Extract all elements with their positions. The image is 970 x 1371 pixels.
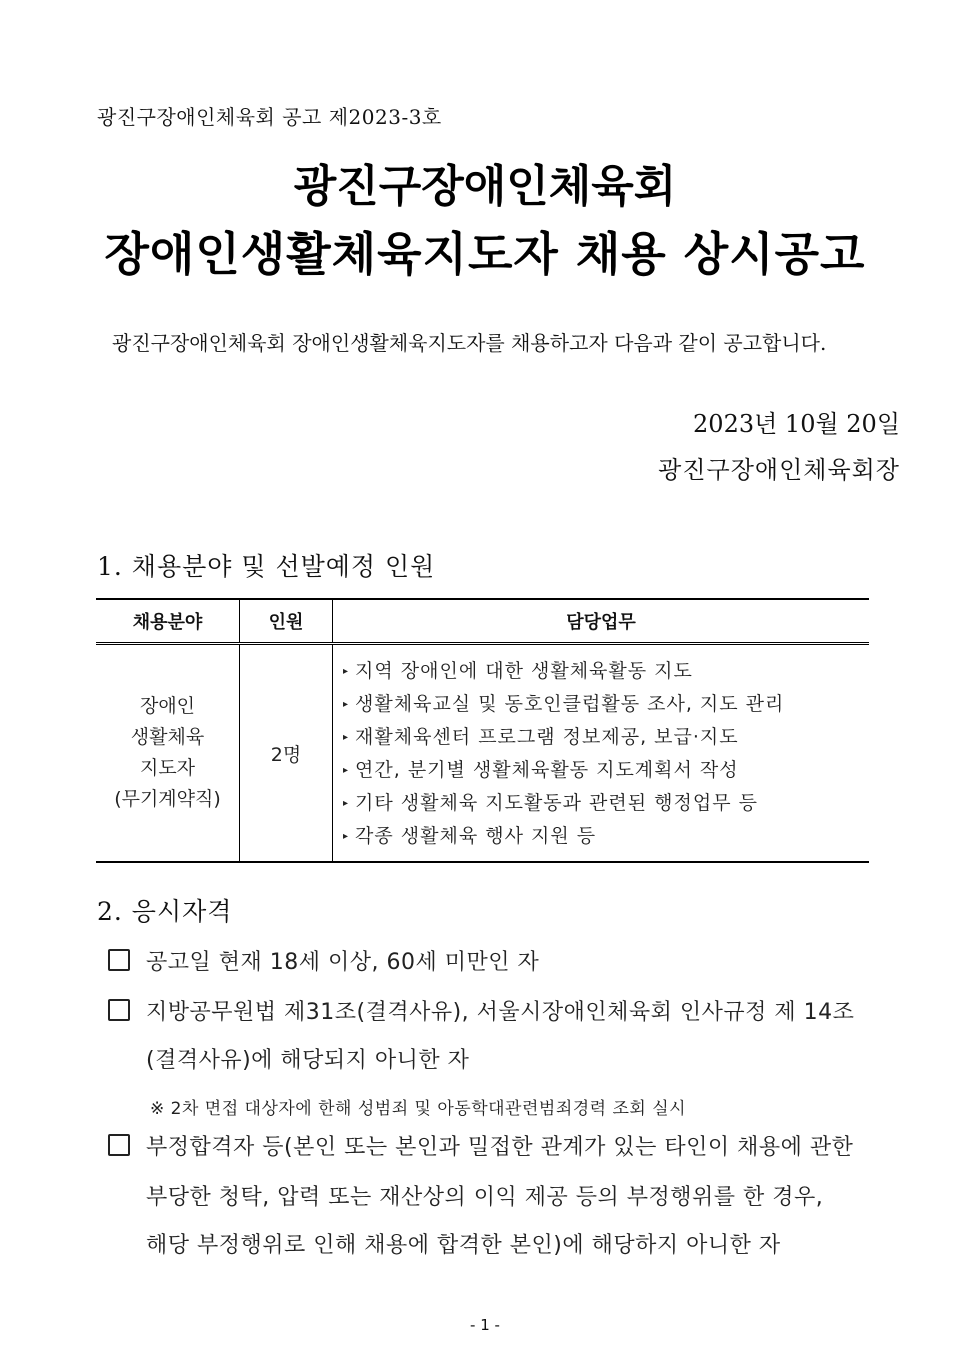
issuer: 광진구장애인체육회장 <box>658 456 900 484</box>
section2-heading: 2. 응시자격 <box>97 897 233 926</box>
duty-item <box>343 721 869 754</box>
duty-text: 지역 장애인에 대한 생활체육활동 지도 <box>355 660 693 682</box>
qualification-continuation: (결격사유)에 해당되지 아니한 자 <box>146 1048 470 1073</box>
checkbox-icon <box>108 949 130 971</box>
duty-text: 기타 생활체육 지도활동과 관련된 행정업무 등 <box>355 792 758 814</box>
count-cell: 2명 <box>240 644 333 863</box>
footnote: ※ 2차 면접 대상자에 한해 성범죄 및 아동학대관련범죄경력 조회 실시 <box>150 1099 687 1119</box>
field-line: 생활체육 <box>130 726 205 748</box>
recruitment-table <box>96 598 869 863</box>
bullet-icon: ▸ <box>343 831 350 842</box>
duty-text: 각종 생활체육 행사 지원 등 <box>355 825 597 847</box>
checkbox-icon <box>108 1134 130 1156</box>
qualification-item <box>108 945 539 976</box>
intro-text: 광진구장애인체육회 장애인생활체육지도자를 채용하고자 다음과 같이 공고합니다. <box>112 331 827 355</box>
qualification-text: 지방공무원법 제31조(결격사유), 서울시장애인체육회 인사규정 제 14조 <box>146 1000 855 1025</box>
bullet-icon: ▸ <box>343 765 350 776</box>
duty-item <box>343 655 869 688</box>
bullet-icon: ▸ <box>343 798 350 809</box>
qualification-continuation: 부당한 청탁, 압력 또는 재산상의 이익 제공 등의 부정행위를 한 경우, <box>146 1185 824 1210</box>
duty-item <box>343 820 869 853</box>
qualification-item <box>108 995 854 1026</box>
field-line: 장애인 <box>139 695 196 717</box>
page-number: - 1 - <box>470 1316 500 1334</box>
column-header: 채용분야 <box>96 599 240 644</box>
field-cell <box>96 644 240 863</box>
table-row <box>96 644 869 863</box>
duty-text: 연간, 분기별 생활체육활동 지도계획서 작성 <box>355 759 739 781</box>
column-header: 담당업무 <box>333 599 870 644</box>
qualification-text: 공고일 현재 18세 이상, 60세 미만인 자 <box>146 950 540 975</box>
qualification-continuation: 해당 부정행위로 인해 채용에 합격한 본인)에 해당하지 아니한 자 <box>146 1233 781 1258</box>
announcement-date: 2023년 10월 20일 <box>693 410 900 438</box>
bullet-icon: ▸ <box>343 732 350 743</box>
duty-text: 생활체육교실 및 동호인클럽활동 조사, 지도 관리 <box>355 693 785 715</box>
duty-item <box>343 688 869 721</box>
duties-cell <box>333 644 870 863</box>
column-header: 인원 <box>240 599 333 644</box>
duty-item <box>343 754 869 787</box>
title-announcement: 장애인생활체육지도자 채용 상시공고 <box>104 227 866 281</box>
field-line: 지도자 <box>139 757 196 779</box>
checkbox-icon <box>108 999 130 1021</box>
qualification-text: 부정합격자 등(본인 또는 본인과 밀접한 관계가 있는 타인이 채용에 관한 <box>146 1135 854 1160</box>
bullet-icon: ▸ <box>343 699 350 710</box>
notice-number: 광진구장애인체육회 공고 제2023-3호 <box>97 105 442 129</box>
section1-heading: 1. 채용분야 및 선발예정 인원 <box>97 552 436 581</box>
duty-item <box>343 787 869 820</box>
table-header-row <box>96 599 869 644</box>
qualification-item <box>108 1130 853 1161</box>
duty-text: 재활체육센터 프로그램 정보제공, 보급·지도 <box>355 726 739 748</box>
field-line: (무기계약직) <box>114 788 221 810</box>
bullet-icon: ▸ <box>343 666 350 677</box>
title-organization: 광진구장애인체육회 <box>293 161 677 212</box>
